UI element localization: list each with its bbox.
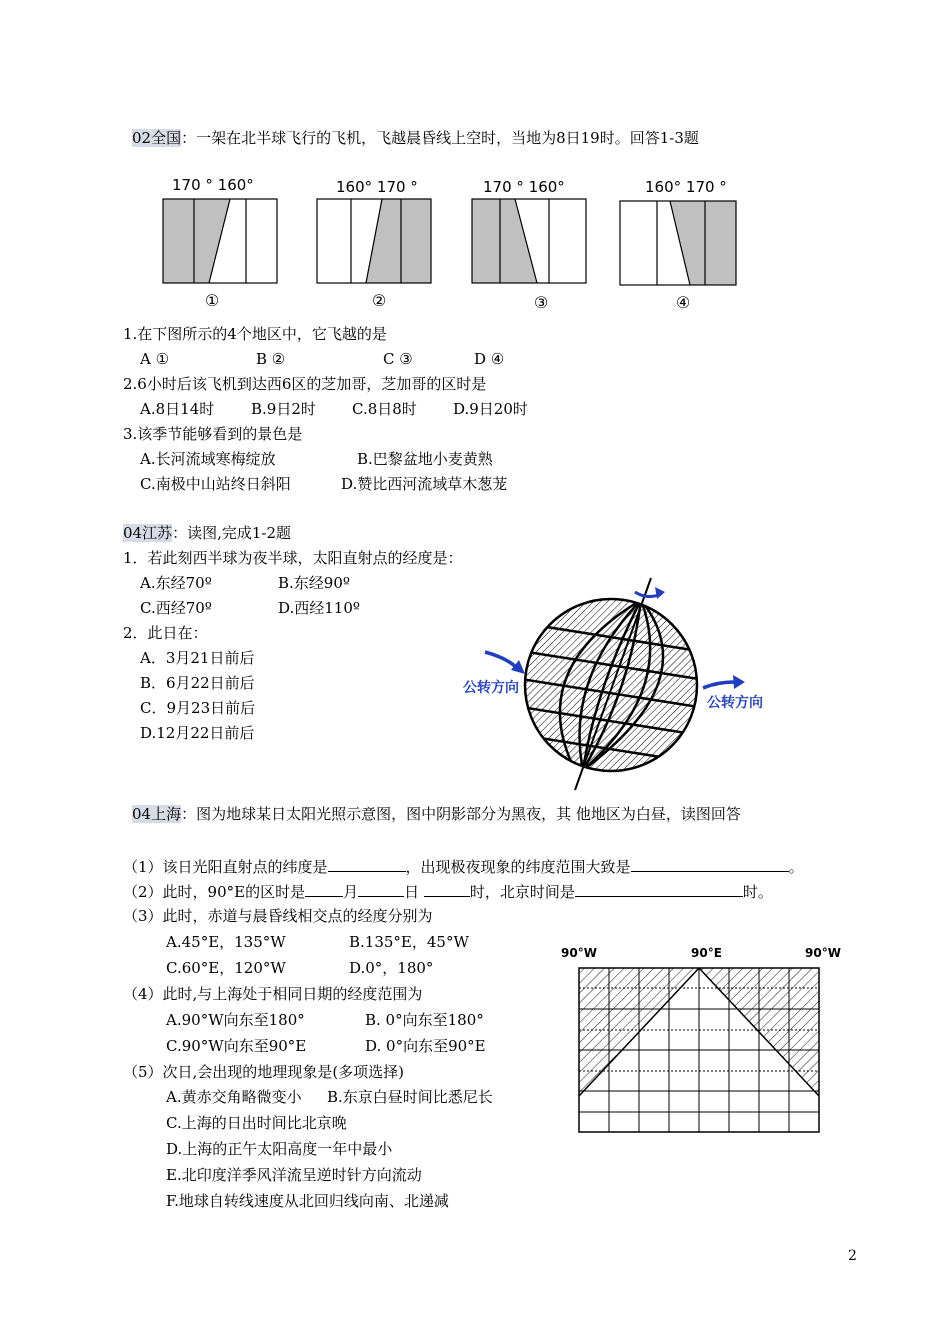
q02-q1-opt-d: D ④: [474, 350, 505, 368]
q02-q2-opt-a: A.8日14时: [140, 400, 215, 418]
diagram-4: [620, 178, 736, 312]
q04js-q2-opt-c: C．9月23日前后: [140, 699, 256, 717]
globe-diagram: [455, 570, 785, 795]
q04sh-p4-opt-d: D. 0°向东至90°E: [365, 1037, 486, 1055]
q02-q2-opt-c: C.8日8时: [352, 400, 417, 418]
q04sh-p3-opt-d: D.0°，180°: [349, 959, 434, 977]
q02-header: [132, 128, 699, 148]
blank-day[interactable]: [358, 881, 404, 897]
diagram-2: [317, 178, 431, 310]
q02-q3-opt-c: C.南极中山站终日斜阳: [140, 475, 291, 493]
q04js-source: 04江苏: [123, 524, 173, 542]
q04sh-p3-opt-a: A.45°E，135°W: [166, 933, 286, 951]
map-label-center: 90°E: [691, 946, 722, 960]
q04sh-p2-text-d: 时，北京时间是: [469, 883, 575, 901]
globe-right-label: 公转方向: [707, 695, 763, 711]
map-label-right: 90°W: [805, 946, 841, 960]
q04sh-p2: [123, 881, 773, 902]
q04sh-p1: [123, 856, 804, 877]
q02-q1-opt-c: C ③: [383, 350, 413, 368]
q02-q3-opt-b: B.巴黎盆地小麦黄熟: [357, 450, 493, 468]
q04sh-p1-text-c: 。: [788, 858, 804, 876]
q02-source: 02全国: [132, 129, 182, 147]
q04sh-p5-opt-f: F.地球自转线速度从北回归线向南、北递减: [166, 1192, 449, 1210]
q04sh-p2-text-b: 月: [343, 883, 359, 901]
q02-q3-stem: 3.该季节能够看到的景色是: [123, 425, 303, 443]
q02-diagrams: [150, 168, 750, 318]
diagram-4-num: ④: [675, 293, 691, 312]
globe-left-label: 公转方向: [463, 680, 519, 696]
blank-hour[interactable]: [424, 881, 470, 897]
q04js-q2-opt-b: B．6月22日前后: [140, 674, 255, 692]
q04sh-p2-text-a: （2）此时，90°E的区时是: [123, 883, 306, 901]
q02-q1-opt-b: B ②: [256, 350, 286, 368]
q04sh-p5: （5）次日,会出现的地理现象是(多项选择): [123, 1063, 405, 1081]
q02-q2-opt-d: D.9日20时: [453, 400, 528, 418]
q04js-q1-opt-c: C.西经70º: [140, 599, 212, 617]
page-number: 2: [848, 1248, 857, 1264]
q02-q1-stem: 1.在下图所示的4个地区中，它飞越的是: [123, 325, 387, 343]
q04js-q1-opt-a: A.东经70º: [140, 574, 212, 592]
diagram-1: [163, 176, 277, 310]
diagram-3-num: ③: [533, 293, 549, 312]
illumination-map: [555, 938, 855, 1138]
diagram-3-labels: 170 ° 160°: [483, 178, 565, 196]
q02-q2-opt-b: B.9日2时: [251, 400, 316, 418]
blank-month[interactable]: [305, 881, 343, 897]
blank-beijing-time[interactable]: [575, 881, 743, 897]
q04js-q1-opt-b: B.东经90º: [278, 574, 350, 592]
q04sh-source: 04上海: [132, 805, 182, 823]
q04sh-intro: ：图为地球某日太阳光照示意图，图中阴影部分为黑夜，其 他地区为白昼，读图回答: [181, 805, 741, 823]
q04sh-p3-opt-b: B.135°E，45°W: [349, 933, 469, 951]
q04sh-p3: （3）此时，赤道与晨昏线相交点的经度分别为: [123, 907, 433, 925]
q02-q3-opt-d: D.赞比西河流域草木葱茏: [341, 475, 508, 493]
diagram-2-num: ②: [371, 291, 387, 310]
q04js-q2-stem: 2．此日在：: [123, 624, 208, 642]
q04js-q1-opt-d: D.西经110º: [278, 599, 360, 617]
map-label-left: 90°W: [561, 946, 597, 960]
q04sh-p1-text-b: ，出现极夜现象的纬度范围大致是: [405, 858, 631, 876]
q04sh-p2-text-c: 日: [404, 883, 420, 901]
blank-latitude[interactable]: [328, 856, 406, 872]
diagram-1-num: ①: [204, 291, 220, 310]
diagram-4-labels: 160° 170 °: [645, 178, 727, 196]
q04js-q2-opt-a: A．3月21日前后: [140, 649, 255, 667]
q04sh-p5-opt-a: A.黄赤交角略微变小: [166, 1088, 302, 1106]
q04js-intro: ：读图,完成1-2题: [172, 524, 292, 542]
q04sh-p5-opt-c: C.上海的日出时间比北京晚: [166, 1114, 347, 1132]
q04sh-p5-opt-e: E.北印度洋季风洋流呈逆时针方向流动: [166, 1166, 422, 1184]
q02-q1-opt-a: A ①: [140, 350, 170, 368]
q04js-q2-opt-d: D.12月22日前后: [140, 724, 255, 742]
diagram-1-labels: 170 ° 160°: [172, 176, 254, 194]
q04sh-p5-opt-b: B.东京白昼时间比悉尼长: [327, 1088, 493, 1106]
q04sh-p2-text-e: 时。: [742, 883, 773, 901]
q04sh-p4-opt-a: A.90°W向东至180°: [166, 1011, 305, 1029]
diagram-3: [472, 178, 586, 312]
q04sh-p4: （4）此时,与上海处于相同日期的经度范围为: [123, 985, 423, 1003]
q02-q2-stem: 2.6小时后该飞机到达西6区的芝加哥，芝加哥的区时是: [123, 375, 487, 393]
q04sh-p5-opt-d: D.上海的正午太阳高度一年中最小: [166, 1140, 393, 1158]
q04sh-header: [132, 804, 741, 824]
q04sh-p4-opt-c: C.90°W向东至90°E: [166, 1037, 307, 1055]
diagram-2-labels: 160° 170 °: [336, 178, 418, 196]
q02-q3-opt-a: A.长河流域寒梅绽放: [140, 450, 276, 468]
q02-intro: ：一架在北半球飞行的飞机，飞越晨昏线上空时，当地为8日19时。回答1-3题: [181, 129, 699, 147]
blank-polar-night-range[interactable]: [631, 856, 789, 872]
q04js-q1-stem: 1．若此刻西半球为夜半球，太阳直射点的经度是：: [123, 549, 463, 567]
q04sh-p3-opt-c: C.60°E，120°W: [166, 959, 286, 977]
q04sh-p1-text-a: （1）该日光阳直射点的纬度是: [123, 858, 328, 876]
q04sh-p4-opt-b: B. 0°向东至180°: [365, 1011, 484, 1029]
q04js-header: [123, 523, 291, 543]
